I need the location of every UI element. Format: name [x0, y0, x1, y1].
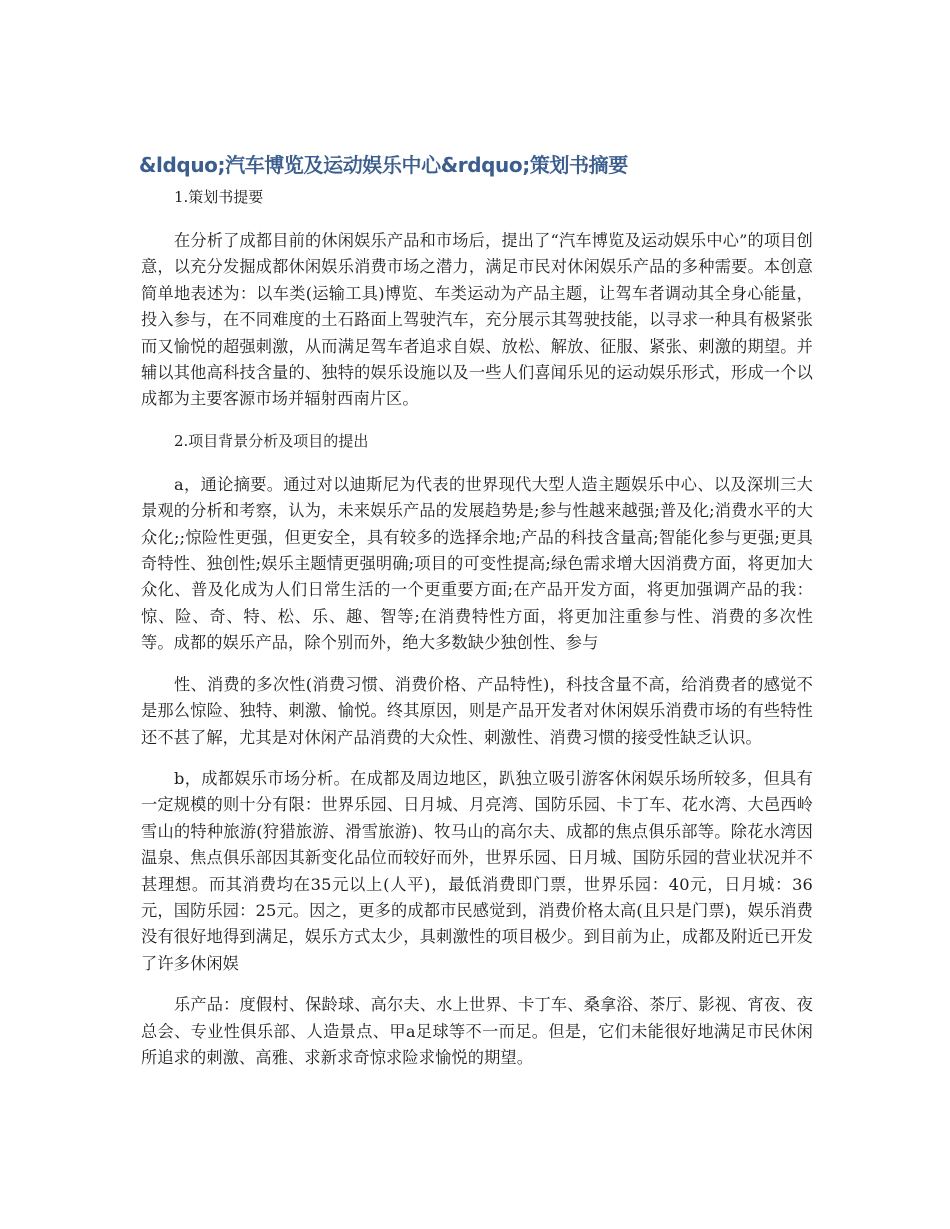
paragraph-market-analysis: b，成都娱乐市场分析。在成都及周边地区，趴独立吸引游客休闲娱乐场所较多，但具有一定规模的则十分有限：世界乐园、日月城、月亮湾、国防乐园、卡丁车、花水湾、大邑西岭雪山的特种旅游(狩猎旅游、滑雪旅游)、牧马山的高尔夫、成都的焦点俱乐部等。除花水湾因温泉、焦点俱乐部因其新变化品位而较好而外，世界乐园、日月城、国防乐园的营业状况并不甚理想。而其消费均在35元以上(人平)，最低消费即门票，世界乐园：40元，日月城：36元，国防乐园：25元。因之，更多的成都市民感觉到，消费价格太高(且只是门票)，娱乐消费没有很好地得到满足，娱乐方式太少，具刺激性的项目极少。到目前为止，成都及附近已开发了许多休闲娱: [141, 768, 813, 973]
paragraph-market-analysis-continued: 乐产品：度假村、保龄球、高尔夫、水上世界、卡丁车、桑拿浴、茶厅、影视、宵夜、夜总会、专业性俱乐部、人造景点、甲a足球等不一而足。但是，它们未能很好地满足市民休闲所追求的刺激、高雅、求新求奇惊求险求愉悦的期望。: [141, 995, 813, 1067]
document-title: &ldquo;汽车博览及运动娱乐中心&rdquo;策划书摘要: [139, 153, 628, 177]
document-page: [141, 150, 813, 1086]
section-heading-background: 2.项目背景分析及项目的提出: [174, 431, 369, 450]
paragraph-summary: 在分析了成都目前的休闲娱乐产品和市场后，提出了“汽车博览及运动娱乐中心”的项目创意，以充分发掘成都休闲娱乐消费市场之潜力，满足市民对休闲娱乐产品的多种需要。本创意简单地表述为：以车类(运输工具)博览、车类运动为产品主题，让驾车者调动其全身心能量，投入参与，在不同难度的土石路面上驾驶汽车，充分展示其驾驶技能，以寻求一种具有极紧张而又愉悦的超强刺激，从而满足驾车者追求自娱、放松、解放、征服、紧张、刺激的期望。并辅以其他高科技含量的、独特的娱乐设施以及一些人们喜闻乐见的运动娱乐形式，形成一个以成都为主要客源市场并辐射西南片区。: [141, 231, 813, 409]
paragraph-general-overview: a，通论摘要。通过对以迪斯尼为代表的世界现代大型人造主题娱乐中心、以及深圳三大景观的分析和考察，认为，未来娱乐产品的发展趋势是;参与性越来越强;普及化;消费水平的大众化;;惊险性更强，但更安全，具有较多的选择余地;产品的科技含量高;智能化参与更强;更具奇特性、独创性;娱乐主题情更强明确;项目的可变性提高;绿色需求增大因消费方面，将更加大众化、普及化成为人们日常生活的一个更重要方面;在产品开发方面，将更加强调产品的我：惊、险、奇、特、松、乐、趣、智等;在消费特性方面，将更加注重参与性、消费的多次性等。成都的娱乐产品，除个别而外，绝大多数缺少独创性、参与: [141, 474, 813, 653]
section-heading-summary: 1.策划书提要: [174, 188, 264, 206]
paragraph-general-overview-continued: 性、消费的多次性(消费习惯、消费价格、产品特性)，科技含量不高，给消费者的感觉不是那么惊险、独特、刺激、愉悦。终其原因，则是产品开发者对休闲娱乐消费市场的有些特性还不甚了解，尤其是对休闲产品消费的大众性、刺激性、消费习惯的接受性缺乏认识。: [141, 674, 813, 747]
